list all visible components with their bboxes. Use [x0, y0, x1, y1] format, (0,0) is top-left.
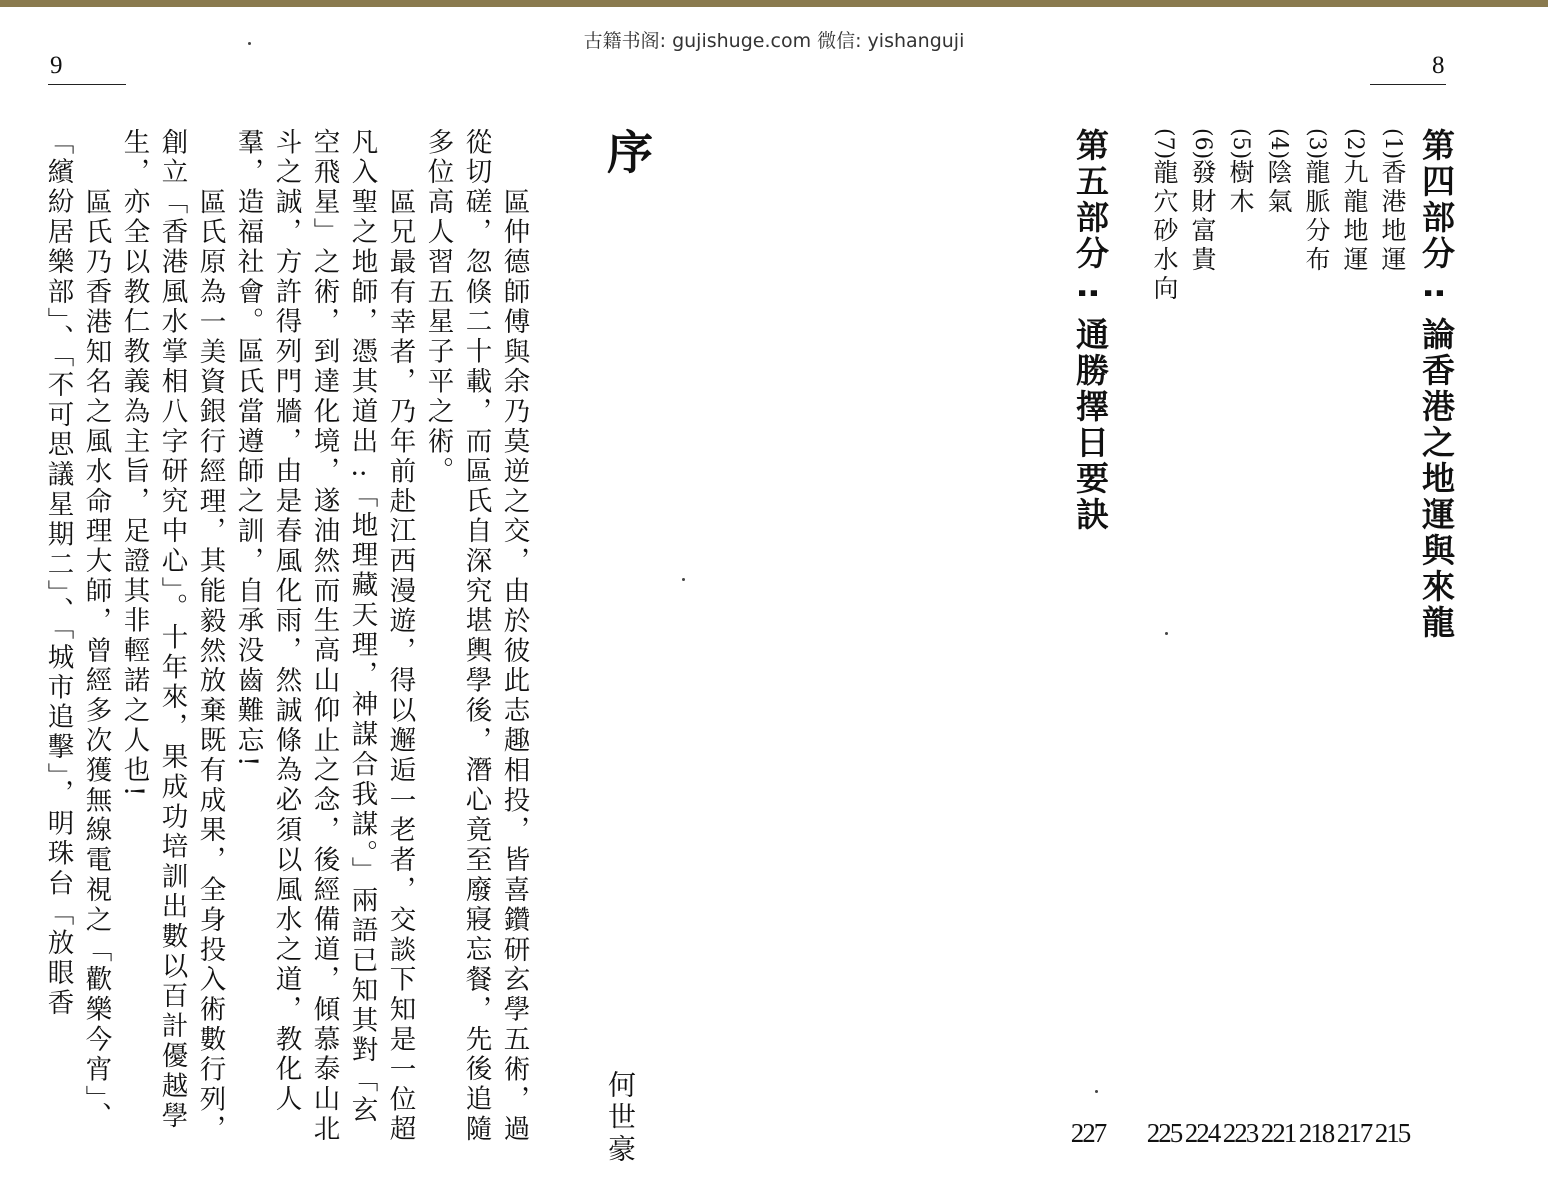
toc-item-index: (2)	[1342, 128, 1367, 160]
toc-item-label: 發財富貴	[1188, 159, 1217, 276]
preface-column: 區兄最有幸者，乃年前赴江西漫遊，得以邂逅一老者，交談下知是一位超	[384, 188, 416, 1145]
toc-page-number: 225	[1146, 1118, 1182, 1148]
toc-item-index: (1)	[1380, 128, 1405, 160]
watermark: 古籍书阁: gujishuge.com 微信: yishanguji	[583, 30, 965, 52]
toc-item-label: 龍穴砂水向	[1150, 159, 1179, 305]
scan-speck	[248, 42, 251, 45]
toc-item-label: 九龍地運	[1340, 159, 1369, 276]
preface-column: 「繽紛居樂部」、「不可思議星期二」、「城市追擊」，明珠台「放眼香	[42, 128, 74, 1019]
preface-column: 羣，造福社會。區氏當遵師之訓，自承没齒難忘!	[232, 128, 264, 770]
toc-item[interactable]	[1152, 128, 1177, 304]
preface-column: 多位高人習五星子平之術。	[422, 128, 454, 487]
toc-item[interactable]	[1190, 128, 1215, 275]
preface-column: 從切磋，忽倏二十載，而區氏自深究堪輿學後，潛心竟至廢寢忘餐，先後追隨	[460, 128, 492, 1145]
page-number-rule-right	[1370, 84, 1446, 85]
preface-column: 創立「香港風水掌相八字研究中心」。十年來，果成功培訓出數以百計優越學	[156, 128, 188, 1132]
toc-item-index: (4)	[1266, 128, 1291, 160]
toc-item-label: 香港地運	[1378, 159, 1407, 276]
scan-speck	[1165, 632, 1168, 635]
preface-column: 斗之誠，方許得列門牆，由是春風化雨，然誠條為必須以風水之道，教化人	[270, 128, 302, 1115]
toc-item-label: 樹木	[1226, 159, 1255, 218]
toc-item[interactable]	[1228, 128, 1253, 217]
toc-item[interactable]	[1266, 128, 1291, 217]
toc-page-number: 215	[1374, 1118, 1410, 1148]
toc-item-index: (5)	[1228, 128, 1253, 160]
toc-part5-title: 第五部分 : 通勝擇日要訣	[1071, 128, 1110, 534]
preface-column: 區氏乃香港知名之風水命理大師，曾經多次獲無線電視之「歡樂今宵」、	[80, 188, 112, 1132]
scan-speck	[1095, 1090, 1098, 1093]
preface-author: 何世豪	[604, 1070, 637, 1166]
toc-page-number: 227	[1070, 1118, 1106, 1148]
scan-speck	[682, 578, 685, 581]
top-border	[0, 0, 1548, 7]
toc-item-index: (7)	[1152, 128, 1177, 160]
toc-item-label: 陰氣	[1264, 159, 1293, 218]
page-number-right: 8	[1432, 52, 1445, 79]
preface-column: 空飛星」之術，到達化境，遂油然而生高山仰止之念，後經備道，傾慕泰山北	[308, 128, 340, 1145]
toc-item[interactable]	[1304, 128, 1329, 275]
toc-item[interactable]	[1342, 128, 1367, 275]
toc-part4-title: 第四部分 : 論香港之地運與來龍	[1417, 128, 1456, 642]
preface-column: 區氏原為一美資銀行經理，其能毅然放棄既有成果，全身投入術數行列，	[194, 188, 226, 1145]
toc-page-number: 224	[1184, 1118, 1220, 1148]
page-number-rule-left	[48, 84, 126, 85]
toc-item-label: 龍脈分布	[1302, 159, 1331, 276]
preface-title: 序	[600, 128, 654, 174]
toc-item[interactable]	[1380, 128, 1405, 275]
preface-column: 區仲德師傅與余乃莫逆之交，由於彼此志趣相投，皆喜鑽研玄學五術，過	[498, 188, 530, 1145]
toc-page-number: 223	[1222, 1118, 1258, 1148]
toc-page-number: 221	[1260, 1118, 1296, 1148]
toc-page-number: 218	[1298, 1118, 1334, 1148]
toc-item-index: (3)	[1304, 128, 1329, 160]
preface-column: 凡入聖之地師，憑其道出 :「地理藏天理，神謀合我謀。」兩語已知其對「玄	[346, 128, 378, 1126]
page-number-left: 9	[50, 52, 63, 79]
preface-column: 生，亦全以教仁教義為主旨，足證其非輕諾之人也!	[118, 128, 150, 800]
toc-item-index: (6)	[1190, 128, 1215, 160]
toc-page-number: 217	[1336, 1118, 1372, 1148]
